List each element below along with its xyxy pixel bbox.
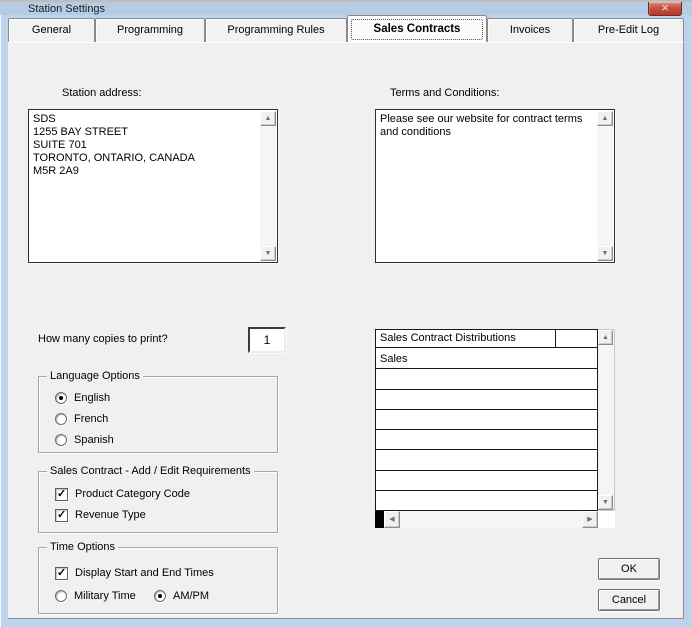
scrollbar-corner bbox=[598, 511, 615, 528]
copies-label: How many copies to print? bbox=[38, 333, 168, 345]
table-row[interactable] bbox=[376, 369, 597, 389]
tab-label: Programming Rules bbox=[227, 24, 325, 36]
table-row[interactable] bbox=[376, 491, 597, 510]
language-options-group bbox=[38, 370, 278, 453]
cell-text: Sales bbox=[380, 352, 408, 365]
add-edit-requirements-group bbox=[38, 465, 278, 533]
radio-label: English bbox=[74, 392, 111, 404]
radio-icon[interactable] bbox=[55, 590, 67, 602]
tab-invoices[interactable] bbox=[487, 18, 573, 42]
scroll-track[interactable] bbox=[400, 511, 582, 528]
radio-am-pm[interactable] bbox=[154, 589, 209, 603]
station-address-textarea[interactable] bbox=[28, 109, 278, 263]
radio-label: Military Time bbox=[74, 590, 136, 602]
radio-military-time[interactable] bbox=[55, 589, 136, 603]
address-line: TORONTO, ONTARIO, CANADA bbox=[33, 152, 195, 164]
checkbox-checked-icon[interactable] bbox=[55, 509, 68, 522]
radio-selected-icon[interactable] bbox=[154, 590, 166, 602]
terms-label: Terms and Conditions: bbox=[390, 87, 500, 99]
terms-text: Please see our website for contract terms and conditions bbox=[380, 113, 583, 138]
language-options-legend: Language Options bbox=[47, 370, 143, 382]
tab-general[interactable] bbox=[8, 18, 95, 42]
distributions-header-cell-empty bbox=[556, 330, 597, 347]
checkbox-checked-icon[interactable] bbox=[55, 567, 68, 580]
cancel-button[interactable]: Cancel bbox=[598, 589, 660, 611]
sales-contract-distributions-table bbox=[375, 329, 615, 528]
distributions-vertical-scrollbar[interactable] bbox=[598, 329, 615, 511]
tab-label: Pre-Edit Log bbox=[597, 24, 660, 36]
table-row[interactable] bbox=[376, 450, 597, 470]
checkbox-checked-icon[interactable] bbox=[55, 488, 68, 501]
address-line: 1255 BAY STREET bbox=[33, 126, 128, 138]
table-row[interactable] bbox=[376, 410, 597, 430]
station-address-label: Station address: bbox=[62, 87, 142, 99]
station-address-scrollbar[interactable] bbox=[260, 111, 276, 261]
tab-programming[interactable] bbox=[95, 18, 205, 42]
tab-pre-edit-log[interactable] bbox=[573, 18, 684, 42]
scroll-up-icon[interactable]: ▲ bbox=[598, 330, 613, 345]
checkbox-label: Product Category Code bbox=[75, 488, 190, 500]
tab-label: General bbox=[31, 24, 72, 36]
scroll-down-icon[interactable]: ▼ bbox=[260, 246, 276, 261]
time-options-group bbox=[38, 541, 278, 614]
terms-scrollbar[interactable] bbox=[597, 111, 613, 261]
scroll-down-icon[interactable]: ▼ bbox=[597, 246, 613, 261]
station-address-text bbox=[33, 113, 257, 259]
radio-icon[interactable] bbox=[55, 413, 67, 425]
tab-programming-rules[interactable] bbox=[205, 18, 347, 42]
checkbox-label: Display Start and End Times bbox=[75, 567, 214, 579]
window-title: Station Settings bbox=[28, 3, 106, 15]
radio-label: French bbox=[74, 413, 109, 425]
radio-label: Spanish bbox=[74, 434, 114, 446]
terms-textarea[interactable] bbox=[375, 109, 615, 263]
checkbox-label: Revenue Type bbox=[75, 509, 146, 521]
address-line: SUITE 701 bbox=[33, 139, 87, 151]
copies-input[interactable] bbox=[248, 327, 286, 353]
scroll-right-icon[interactable]: ▶ bbox=[582, 511, 598, 528]
tab-label: Sales Contracts bbox=[373, 23, 461, 35]
table-row[interactable] bbox=[376, 471, 597, 491]
close-icon: ✕ bbox=[661, 3, 669, 13]
title-bar[interactable] bbox=[0, 0, 692, 15]
distributions-rows bbox=[376, 349, 597, 510]
tab-strip bbox=[8, 15, 684, 42]
table-row[interactable] bbox=[376, 349, 597, 369]
row-selector-block bbox=[375, 511, 384, 528]
ok-button[interactable]: OK bbox=[598, 558, 660, 580]
scroll-left-icon[interactable]: ◀ bbox=[384, 511, 400, 528]
tab-page-sales-contracts bbox=[8, 42, 684, 619]
radio-icon[interactable] bbox=[55, 434, 67, 446]
tab-label: Invoices bbox=[509, 24, 551, 36]
table-row[interactable] bbox=[376, 390, 597, 410]
distributions-horizontal-scrollbar[interactable] bbox=[375, 511, 598, 528]
checkbox-revenue-type[interactable] bbox=[55, 508, 146, 522]
radio-selected-icon[interactable] bbox=[55, 392, 67, 404]
radio-english[interactable] bbox=[55, 391, 110, 405]
add-edit-requirements-legend: Sales Contract - Add / Edit Requirements bbox=[47, 465, 254, 477]
table-row[interactable] bbox=[376, 430, 597, 450]
distributions-header-row bbox=[376, 330, 597, 348]
time-options-legend: Time Options bbox=[47, 541, 118, 553]
scroll-down-icon[interactable]: ▼ bbox=[598, 495, 613, 510]
radio-french[interactable] bbox=[55, 412, 108, 426]
tab-label: Programming bbox=[116, 24, 184, 36]
tab-sales-contracts[interactable] bbox=[347, 15, 487, 42]
address-line: M5R 2A9 bbox=[33, 165, 79, 177]
radio-spanish[interactable] bbox=[55, 433, 114, 447]
radio-label: AM/PM bbox=[173, 590, 210, 602]
checkbox-product-category-code[interactable] bbox=[55, 487, 190, 501]
address-line: SDS bbox=[33, 113, 56, 125]
distributions-grid bbox=[375, 329, 598, 511]
checkbox-display-start-end-times[interactable] bbox=[55, 566, 214, 580]
scroll-up-icon[interactable]: ▲ bbox=[597, 111, 613, 126]
scroll-up-icon[interactable]: ▲ bbox=[260, 111, 276, 126]
distributions-header-cell: Sales Contract Distributions bbox=[376, 330, 556, 347]
close-button[interactable] bbox=[648, 2, 682, 16]
